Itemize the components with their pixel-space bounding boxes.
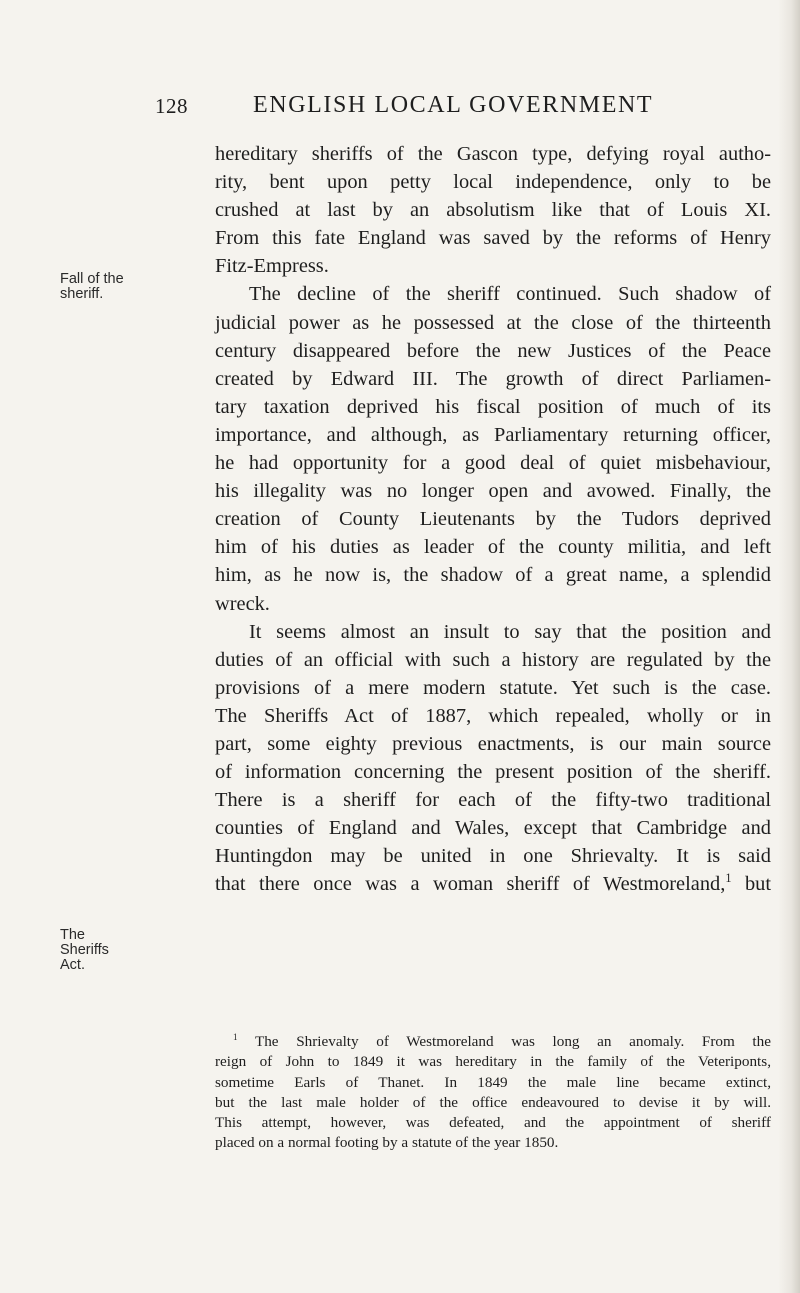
- body-line: wreck.: [215, 592, 270, 615]
- sidenote-fall-of-the-sheriff: [60, 272, 124, 302]
- footnote-line-text: The Shrievalty of Westmoreland was long an anomaly. From the: [254, 1033, 771, 1050]
- footnote-marker: 1: [233, 1031, 238, 1042]
- body-line: [215, 870, 771, 898]
- sidenote-line: sheriff.: [60, 286, 104, 302]
- body-line: From this fate England was saved by the reforms of Henry: [215, 227, 771, 250]
- footnote-line: placed on a normal footing by a statute of the year 1850.: [215, 1134, 559, 1152]
- body-line: The Sheriffs Act of 1887, which repealed, wholly or in: [215, 704, 771, 727]
- body-line: provisions of a mere modern statute. Yet such is the case.: [215, 676, 771, 699]
- sidenote-line: Sheriffs: [60, 942, 109, 958]
- body-line-text: that there once was a woman sheriff of Westmoreland,: [215, 873, 726, 896]
- sidenote-line: The: [60, 927, 85, 943]
- body-line: Fitz-Empress.: [215, 255, 329, 278]
- body-line: importance, and although, as Parliamentary returning officer,: [215, 423, 771, 446]
- sidenote-sheriffs-act: [60, 928, 109, 973]
- body-text: [215, 140, 771, 899]
- footnote-line: sometime Earls of Thanet. In 1849 the male line became extinct,: [215, 1073, 771, 1091]
- footnote-line: [215, 1032, 771, 1052]
- body-line: tary taxation deprived his fiscal position of much of its: [215, 395, 771, 418]
- footnote-line: reign of John to 1849 it was hereditary in the family of the Veteriponts,: [215, 1053, 771, 1071]
- body-line: crushed at last by an absolutism like that of Louis XI.: [215, 199, 771, 222]
- body-line: The decline of the sheriff continued. Such shadow of: [249, 283, 771, 306]
- sidenote-line: Act.: [60, 957, 85, 973]
- body-line: he had opportunity for a good deal of quiet misbehaviour,: [215, 452, 771, 475]
- footnote-reference: 1: [725, 871, 732, 886]
- footnote-line: but the last male holder of the office endeavoured to devise it by will.: [215, 1093, 771, 1111]
- body-line: Huntingdon may be united in one Shrievalty. It is said: [215, 845, 771, 868]
- body-line: created by Edward III. The growth of direct Parliamen-: [215, 367, 771, 390]
- body-line: counties of England and Wales, except that Cambridge and: [215, 817, 771, 840]
- sidenote-line: Fall of the: [60, 271, 124, 287]
- body-line: century disappeared before the new Justices of the Peace: [215, 339, 771, 362]
- footnote-line: This attempt, however, was defeated, and the appointment of sheriff: [215, 1114, 771, 1132]
- body-line: creation of County Lieutenants by the Tudors deprived: [215, 508, 771, 531]
- body-line: rity, bent upon petty local independence, only to be: [215, 171, 771, 194]
- footnote: [215, 1032, 771, 1154]
- page-edge-shading: [778, 0, 800, 1293]
- page-header: [155, 92, 675, 122]
- body-line: of information concerning the present position of the sheriff.: [215, 761, 771, 784]
- page-number: 128: [155, 94, 188, 118]
- body-line: him of his duties as leader of the county militia, and left: [215, 536, 771, 559]
- running-head: ENGLISH LOCAL GOVERNMENT: [253, 92, 654, 118]
- body-line: part, some eighty previous enactments, is our main source: [215, 732, 771, 755]
- body-line: judicial power as he possessed at the close of the thirteenth: [215, 311, 771, 334]
- body-line: duties of an official with such a history are regulated by the: [215, 648, 771, 671]
- body-line: It seems almost an insult to say that the position and: [249, 620, 771, 643]
- body-line: There is a sheriff for each of the fifty-two traditional: [215, 789, 771, 812]
- body-line: him, as he now is, the shadow of a great name, a splendid: [215, 564, 771, 587]
- body-line: hereditary sheriffs of the Gascon type, defying royal autho-: [215, 143, 771, 165]
- body-line-text: but: [744, 873, 772, 896]
- body-line: his illegality was no longer open and avowed. Finally, the: [215, 480, 771, 503]
